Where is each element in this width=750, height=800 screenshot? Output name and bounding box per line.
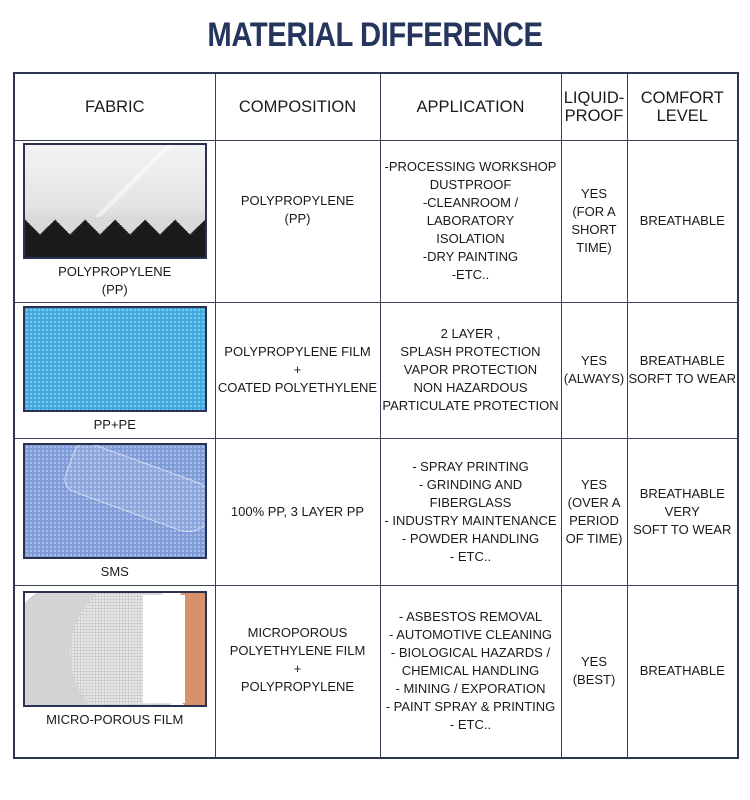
liquid-proof-cell [561, 438, 627, 585]
composition-text: POLYPROPYLENE [240, 193, 355, 208]
header-comfort-text: LEVEL [656, 106, 708, 125]
application-text: - GRINDING AND [418, 476, 523, 492]
liquid-proof-text: TIME) [576, 240, 612, 255]
composition-text: POLYPROPYLENE [240, 679, 355, 695]
liquid-proof-text: SHORT [571, 222, 617, 237]
liquid-proof-cell [561, 140, 627, 302]
application-text: -CLEANROOM / [422, 195, 519, 210]
header-liquid-proof [561, 73, 627, 140]
liquid-proof-text: YES [580, 186, 607, 201]
liquid-proof-cell [561, 302, 627, 438]
application-text: - AUTOMOTIVE CLEANING [388, 627, 552, 643]
comfort-text: BREATHABLE [639, 353, 725, 368]
application-cell [380, 585, 561, 758]
application-text: -ETC.. [451, 267, 490, 282]
liquid-proof-text: PERIOD [569, 512, 619, 528]
fabric-name: MICRO-POROUS FILM [46, 712, 184, 728]
composition-text: COATED POLYETHYLENE [217, 380, 378, 395]
table-row [14, 585, 738, 758]
composition-cell [215, 140, 380, 302]
comfort-text: BREATHABLE [639, 485, 725, 501]
comfort-text: BREATHABLE [639, 213, 725, 228]
liquid-proof-text: (OVER A [567, 494, 621, 510]
table-row [14, 140, 738, 302]
header-comfort-level [627, 73, 738, 140]
comfort-cell [627, 585, 738, 758]
composition-text: (PP) [284, 211, 311, 226]
composition-cell [215, 302, 380, 438]
composition-text: + [293, 362, 302, 377]
header-composition [215, 73, 380, 140]
fabric-cell [14, 140, 215, 302]
polypropylene-fabric-image [23, 143, 207, 259]
comfort-cell [627, 140, 738, 302]
liquid-proof-cell [561, 585, 627, 758]
comfort-text: SOFT TO WEAR [633, 521, 732, 537]
fabric-name: POLYPROPYLENE [58, 264, 172, 279]
comfort-text: SORFT TO WEAR [628, 371, 737, 386]
application-text: SPLASH PROTECTION [400, 344, 541, 359]
header-application [380, 73, 561, 140]
application-text: - PAINT SPRAY & PRINTING [385, 699, 556, 715]
composition-text: POLYPROPYLENE FILM [224, 344, 371, 359]
liquid-proof-text: YES [580, 353, 607, 368]
application-text: DUSTPROOF [429, 177, 512, 192]
application-cell [380, 302, 561, 438]
application-text: - ETC.. [449, 717, 492, 733]
liquid-proof-text: YES [580, 654, 607, 670]
header-composition-text: COMPOSITION [238, 97, 357, 116]
pp-pe-fabric-image [23, 306, 207, 412]
fabric-cell [14, 585, 215, 758]
application-text: ISOLATION [436, 231, 505, 246]
composition-text: POLYETHYLENE FILM [229, 643, 366, 659]
table-row [14, 302, 738, 438]
application-text: - POWDER HANDLING [401, 530, 540, 546]
application-cell [380, 438, 561, 585]
header-row [14, 73, 738, 140]
header-application-text: APPLICATION [416, 97, 525, 116]
application-text: -DRY PAINTING [422, 249, 519, 264]
fabric-cell [14, 438, 215, 585]
application-text: FIBERGLASS [429, 494, 512, 510]
application-text: 2 LAYER , [440, 326, 501, 341]
table-row [14, 438, 738, 585]
composition-cell [215, 585, 380, 758]
liquid-proof-text: (BEST) [572, 672, 616, 688]
application-text: CHEMICAL HANDLING [401, 663, 540, 679]
header-liquid-proof-text: PROOF [564, 106, 624, 125]
application-text: - MINING / EXPORATION [395, 681, 546, 697]
header-fabric [14, 73, 215, 140]
application-text: PARTICULATE PROTECTION [382, 398, 559, 413]
liquid-proof-text: (ALWAYS) [563, 371, 625, 386]
composition-text: + [293, 661, 302, 677]
fabric-cell [14, 302, 215, 438]
fabric-caption [15, 263, 215, 299]
material-comparison-table [13, 72, 739, 759]
liquid-proof-text: OF TIME) [565, 530, 623, 546]
micro-porous-film-image [23, 591, 207, 707]
fabric-caption [15, 416, 215, 434]
header-comfort-text: COMFORT [640, 88, 724, 107]
sms-fabric-image [23, 443, 207, 559]
fabric-caption [15, 711, 215, 729]
fabric-name: PP+PE [93, 417, 136, 432]
application-text: - BIOLOGICAL HAZARDS / [390, 645, 551, 661]
comfort-cell [627, 302, 738, 438]
application-text: - ASBESTOS REMOVAL [398, 609, 543, 625]
composition-text: MICROPOROUS [247, 625, 348, 641]
comfort-text: VERY [664, 503, 700, 519]
composition-text: 100% PP, 3 LAYER PP [230, 503, 365, 519]
comfort-text: BREATHABLE [639, 663, 725, 679]
application-cell [380, 140, 561, 302]
application-text: - SPRAY PRINTING [412, 458, 529, 474]
application-text: - ETC.. [449, 548, 492, 564]
application-text: - INDUSTRY MAINTENANCE [384, 512, 557, 528]
application-text: -PROCESSING WORKSHOP [384, 159, 557, 174]
fabric-name: (PP) [101, 282, 128, 297]
application-text: VAPOR PROTECTION [403, 362, 538, 377]
comfort-cell [627, 438, 738, 585]
application-text: LABORATORY [426, 213, 515, 228]
liquid-proof-text: YES [580, 476, 607, 492]
header-fabric-text: FABRIC [84, 97, 145, 116]
composition-cell [215, 438, 380, 585]
application-text: NON HAZARDOUS [413, 380, 528, 395]
fabric-caption [15, 563, 215, 581]
page-title: MATERIAL DIFFERENCE [207, 16, 543, 54]
liquid-proof-text: (FOR A [572, 204, 616, 219]
header-liquid-proof-text: LIQUID- [563, 88, 625, 107]
fabric-name: SMS [100, 563, 129, 579]
